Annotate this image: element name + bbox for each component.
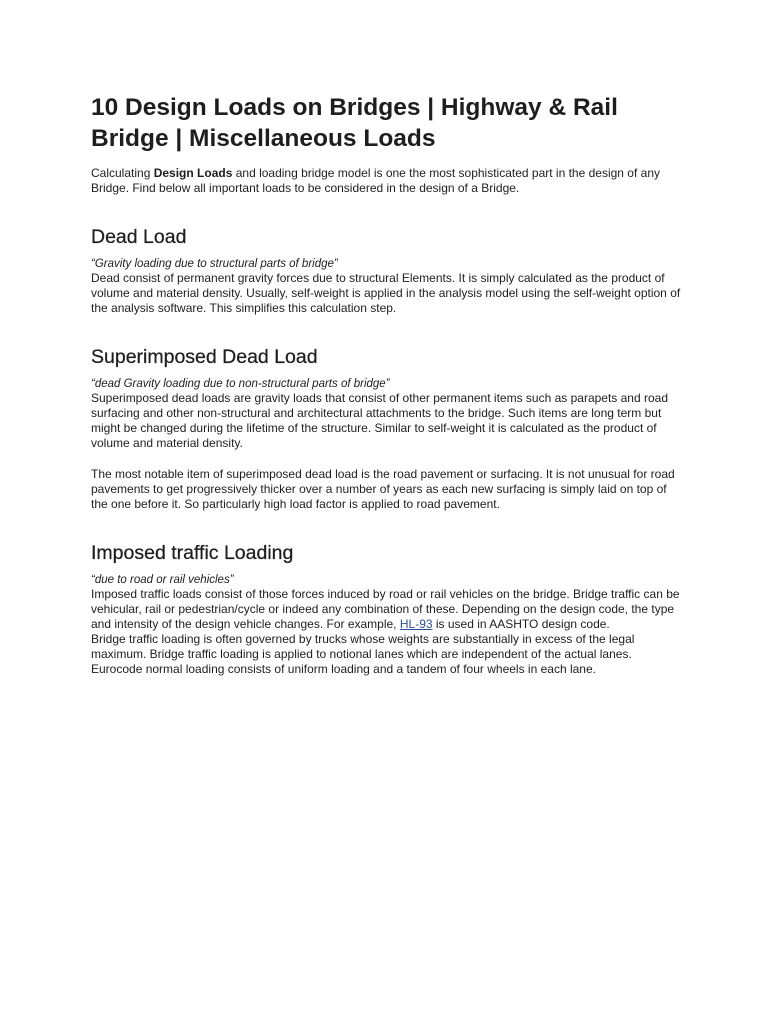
dead-load-quote: “Gravity loading due to structural parts of bridge” [91, 258, 338, 270]
document-page [91, 92, 686, 677]
intro-paragraph [91, 166, 686, 196]
intro-suffix: and loading bridge model is one the most sophisticated part in the design of any Bridge. Find below all important loads to be considered in the design of a Bridge. [91, 166, 660, 195]
section-heading-dead-load: Dead Load [91, 226, 187, 248]
hl-93-link[interactable]: HL-93 [399, 617, 433, 631]
traffic-body-1-suffix: is used in AASHTO design code. [432, 617, 610, 631]
dead-load-body: Dead consist of permanent gravity forces due to structural Elements. It is simply calculated as the product of volume and material density. Usually, self-weight is applied in the analysis model using the self-weight option of the analysis software. This simplifies this calculation step. [91, 271, 681, 315]
page-title: 10 Design Loads on Bridges | Highway & Rail Bridge | Miscellaneous Loads [91, 94, 618, 152]
traffic-body-1 [91, 587, 686, 632]
traffic-body-2: Bridge traffic loading is often governed by trucks whose weights are substantially in excess of the legal maximum. Bridge traffic loading is applied to notional lanes which are independent of the actual lanes. Eurocode normal loading consists of uniform loading and a tandem of four wheels in each lane. [91, 632, 635, 676]
superimposed-body-1: Superimposed dead loads are gravity loads that consist of other permanent items such as parapets and road surfacing and other non-structural and architectural attachments to the bridge. Such items are long term but might be changed during the lifetime of the structure. Similar to self-weight it is calculated as the product of volume and material density. [91, 391, 669, 450]
intro-prefix: Calculating [91, 166, 154, 180]
section-heading-superimposed-dead-load: Superimposed Dead Load [91, 346, 318, 368]
intro-bold-term: Design Loads [153, 166, 233, 180]
section-heading-imposed-traffic-loading: Imposed traffic Loading [91, 542, 294, 564]
traffic-quote: “due to road or rail vehicles” [91, 574, 234, 586]
superimposed-body-2: The most notable item of superimposed dead load is the road pavement or surfacing. It is not unusual for road pavements to get progressively thicker over a number of years as each new surfacing is simply laid on top of the one before it. So particularly high load factor is applied to road pavement. [91, 467, 675, 511]
superimposed-quote: “dead Gravity loading due to non-structural parts of bridge” [91, 378, 390, 390]
traffic-body-1-prefix: Imposed traffic loads consist of those forces induced by road or rail vehicles on the bridge. Bridge traffic can be vehicular, rail or pedestrian/cycle or indeed any combination of these. Depending on the design code, the type and intensity of the design vehicle changes. For example, [91, 587, 680, 631]
